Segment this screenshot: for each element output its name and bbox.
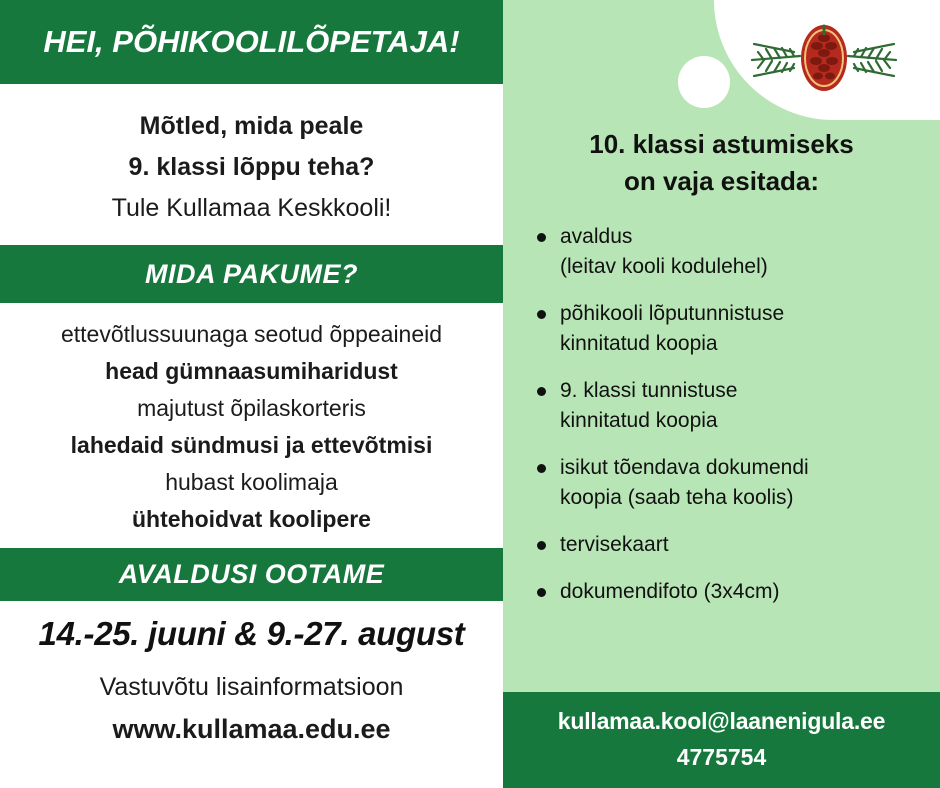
bullet-icon: [537, 387, 546, 396]
school-crest-icon: [744, 8, 904, 112]
requirement-text: dokumendifoto (3x4cm): [560, 580, 780, 603]
application-dates: 14.-25. juuni & 9.-27. august: [38, 615, 465, 652]
requirement-text: tervisekaart: [560, 533, 669, 556]
requirements-list: [503, 222, 940, 692]
intro-line-3: Tule Kullamaa Keskkooli!: [111, 194, 392, 222]
list-item: [537, 299, 926, 359]
bullet-icon: [537, 588, 546, 597]
info-label: Vastuvõtu lisainformatsioon: [99, 673, 404, 701]
requirement-text: avaldus (leitav kooli kodulehel): [560, 225, 768, 278]
intro-block: [0, 84, 503, 245]
list-item: [537, 222, 926, 282]
bullet-icon: [537, 233, 546, 242]
list-item: [537, 453, 926, 513]
requirements-title-line-1: 10. klassi astumiseks: [589, 129, 854, 159]
offer-item: ettevõtlussuunaga seotud õppeaineid: [60, 321, 443, 347]
right-column: [503, 0, 940, 788]
left-footer: [0, 663, 503, 751]
offer-item: majutust õpilaskorteris: [137, 395, 366, 421]
contact-email[interactable]: kullamaa.kool@laanenigula.ee: [557, 708, 886, 734]
requirement-text: põhikooli lõputunnistuse kinnitatud koopia: [560, 302, 785, 355]
bullet-icon: [537, 310, 546, 319]
bullet-icon: [537, 541, 546, 550]
header-band: HEI, PÕHIKOOLILÕPETAJA!: [0, 0, 503, 84]
bullet-icon: [537, 464, 546, 473]
apply-band: AVALDUSI OOTAME: [0, 548, 503, 601]
offer-item: lahedaid sündmusi ja ettevõtmisi: [70, 432, 433, 458]
intro-line-2: 9. klassi lõppu teha?: [128, 153, 375, 181]
offer-band: MIDA PAKUME?: [0, 245, 503, 303]
contact-band: [503, 692, 940, 788]
offer-item: hubast koolimaja: [165, 469, 338, 495]
list-item: [537, 530, 926, 560]
requirements-title-line-2: on vaja esitada:: [623, 166, 820, 196]
requirements-title: [503, 126, 940, 200]
list-item: [537, 577, 926, 607]
contact-phone[interactable]: 4775754: [676, 744, 767, 770]
offers-list: [0, 303, 503, 548]
offer-item: ühtehoidvat koolipere: [132, 506, 371, 532]
intro-line-1: Mõtled, mida peale: [139, 112, 364, 140]
website-link[interactable]: www.kullamaa.edu.ee: [112, 714, 391, 744]
requirement-text: 9. klassi tunnistuse kinnitatud koopia: [560, 379, 738, 432]
list-item: [537, 376, 926, 436]
requirement-text: isikut tõendava dokumendi koopia (saab teha koolis): [560, 456, 809, 509]
offer-item: head gümnaasumiharidust: [105, 358, 398, 384]
